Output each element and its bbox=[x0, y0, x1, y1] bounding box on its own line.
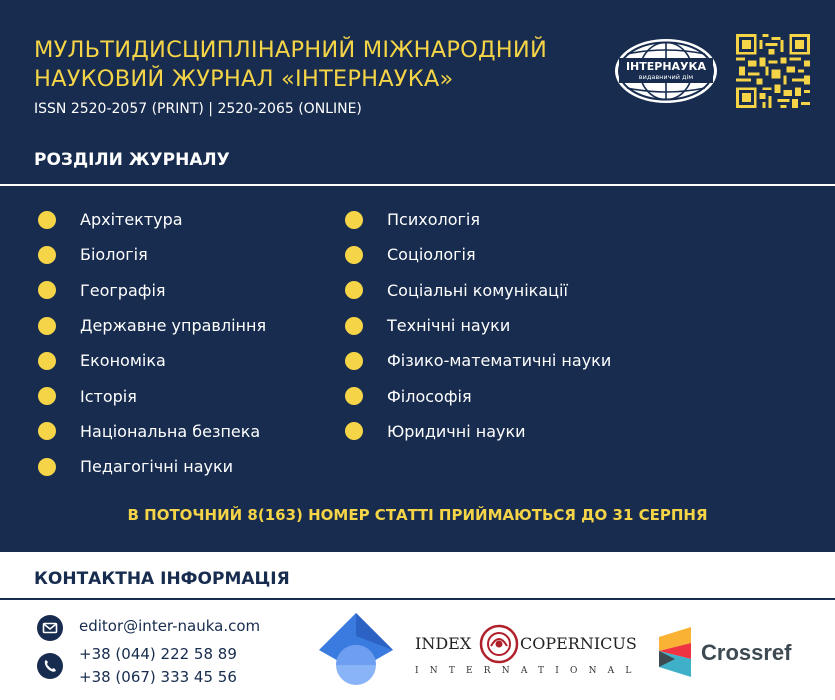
submission-deadline-notice: В ПОТОЧНИЙ 8(163) НОМЕР СТАТТІ ПРИЙМАЮТЬСЯ ДО 31 СЕРПНЯ bbox=[127, 506, 708, 524]
journal-title bbox=[34, 36, 547, 94]
index-copernicus-word-index: INDEX bbox=[415, 634, 472, 653]
section-label: Біологія bbox=[80, 245, 148, 265]
section-item bbox=[345, 237, 611, 272]
section-label: Державне управління bbox=[80, 316, 267, 336]
logo-sub-text: видавничий дім bbox=[638, 73, 694, 81]
email-icon bbox=[37, 615, 63, 641]
index-copernicus-word-copernicus: COPERNICUS bbox=[520, 634, 637, 653]
sections-list-left bbox=[38, 202, 266, 484]
section-item bbox=[38, 449, 266, 484]
index-copernicus-logo bbox=[415, 624, 643, 682]
section-label: Фізико-математичні науки bbox=[387, 351, 612, 371]
bullet-dot-icon bbox=[345, 317, 363, 335]
section-item bbox=[345, 414, 611, 449]
section-item bbox=[345, 343, 611, 378]
copernicus-seal-icon bbox=[479, 624, 519, 664]
section-label: Національна безпека bbox=[80, 421, 261, 441]
bullet-dot-icon bbox=[38, 387, 56, 405]
phone-number-2: +38 (067) 333 45 56 bbox=[79, 668, 237, 686]
section-label: Архітектура bbox=[80, 210, 183, 230]
section-label: Психологія bbox=[387, 210, 480, 230]
section-label: Педагогічні науки bbox=[80, 457, 234, 477]
phone-number-1: +38 (044) 222 58 89 bbox=[79, 645, 237, 663]
section-item bbox=[38, 378, 266, 413]
qr-code-icon bbox=[736, 34, 810, 108]
crossref-mark-icon bbox=[657, 627, 695, 679]
section-item bbox=[38, 273, 266, 308]
section-label: Історія bbox=[80, 386, 137, 406]
section-item bbox=[345, 202, 611, 237]
sections-divider bbox=[0, 184, 835, 186]
bullet-dot-icon bbox=[345, 422, 363, 440]
bullet-dot-icon bbox=[345, 281, 363, 299]
crossref-logo bbox=[657, 627, 809, 679]
bullet-dot-icon bbox=[38, 211, 56, 229]
issn-text: ISSN 2520-2057 (PRINT) | 2520-2065 (ONLINE) bbox=[34, 101, 362, 117]
section-item bbox=[38, 343, 266, 378]
bullet-dot-icon bbox=[345, 387, 363, 405]
bullet-dot-icon bbox=[345, 211, 363, 229]
sections-list-right bbox=[345, 202, 611, 449]
section-item bbox=[38, 237, 266, 272]
section-label: Географія bbox=[80, 280, 166, 300]
bullet-dot-icon bbox=[345, 246, 363, 264]
contacts-heading: КОНТАКТНА ІНФОРМАЦІЯ bbox=[34, 569, 290, 589]
bullet-dot-icon bbox=[38, 458, 56, 476]
contacts-divider bbox=[0, 598, 835, 600]
logo-name-text: ІНТЕРНАУКА bbox=[625, 60, 707, 73]
sections-heading: РОЗДІЛИ ЖУРНАЛУ bbox=[34, 150, 230, 170]
section-label: Технічні науки bbox=[387, 316, 511, 336]
email-link[interactable]: editor@inter-nauka.com bbox=[79, 617, 261, 635]
section-label: Філософія bbox=[387, 386, 472, 406]
section-item bbox=[38, 202, 266, 237]
bullet-dot-icon bbox=[38, 352, 56, 370]
section-label: Економіка bbox=[80, 351, 166, 371]
journal-title-line-2: НАУКОВИЙ ЖУРНАЛ «ІНТЕРНАУКА» bbox=[34, 66, 454, 92]
bullet-dot-icon bbox=[38, 317, 56, 335]
bullet-dot-icon bbox=[38, 281, 56, 299]
section-item bbox=[345, 378, 611, 413]
bullet-dot-icon bbox=[345, 352, 363, 370]
internauka-logo bbox=[613, 37, 719, 105]
index-copernicus-word-international: INTERNATIONAL bbox=[415, 666, 643, 676]
bullet-dot-icon bbox=[38, 422, 56, 440]
section-label: Соціологія bbox=[387, 245, 476, 265]
phone-icon bbox=[37, 653, 63, 679]
section-item bbox=[345, 308, 611, 343]
crossref-wordmark: Crossref bbox=[701, 640, 792, 665]
google-scholar-logo bbox=[319, 613, 393, 687]
bullet-dot-icon bbox=[38, 246, 56, 264]
section-item bbox=[38, 414, 266, 449]
section-label: Юридичні науки bbox=[387, 421, 526, 441]
section-item bbox=[38, 308, 266, 343]
journal-title-line-1: МУЛЬТИДИСЦИПЛІНАРНИЙ МІЖНАРОДНИЙ bbox=[34, 37, 547, 63]
section-label: Соціальні комунікації bbox=[387, 280, 568, 300]
section-item bbox=[345, 273, 611, 308]
